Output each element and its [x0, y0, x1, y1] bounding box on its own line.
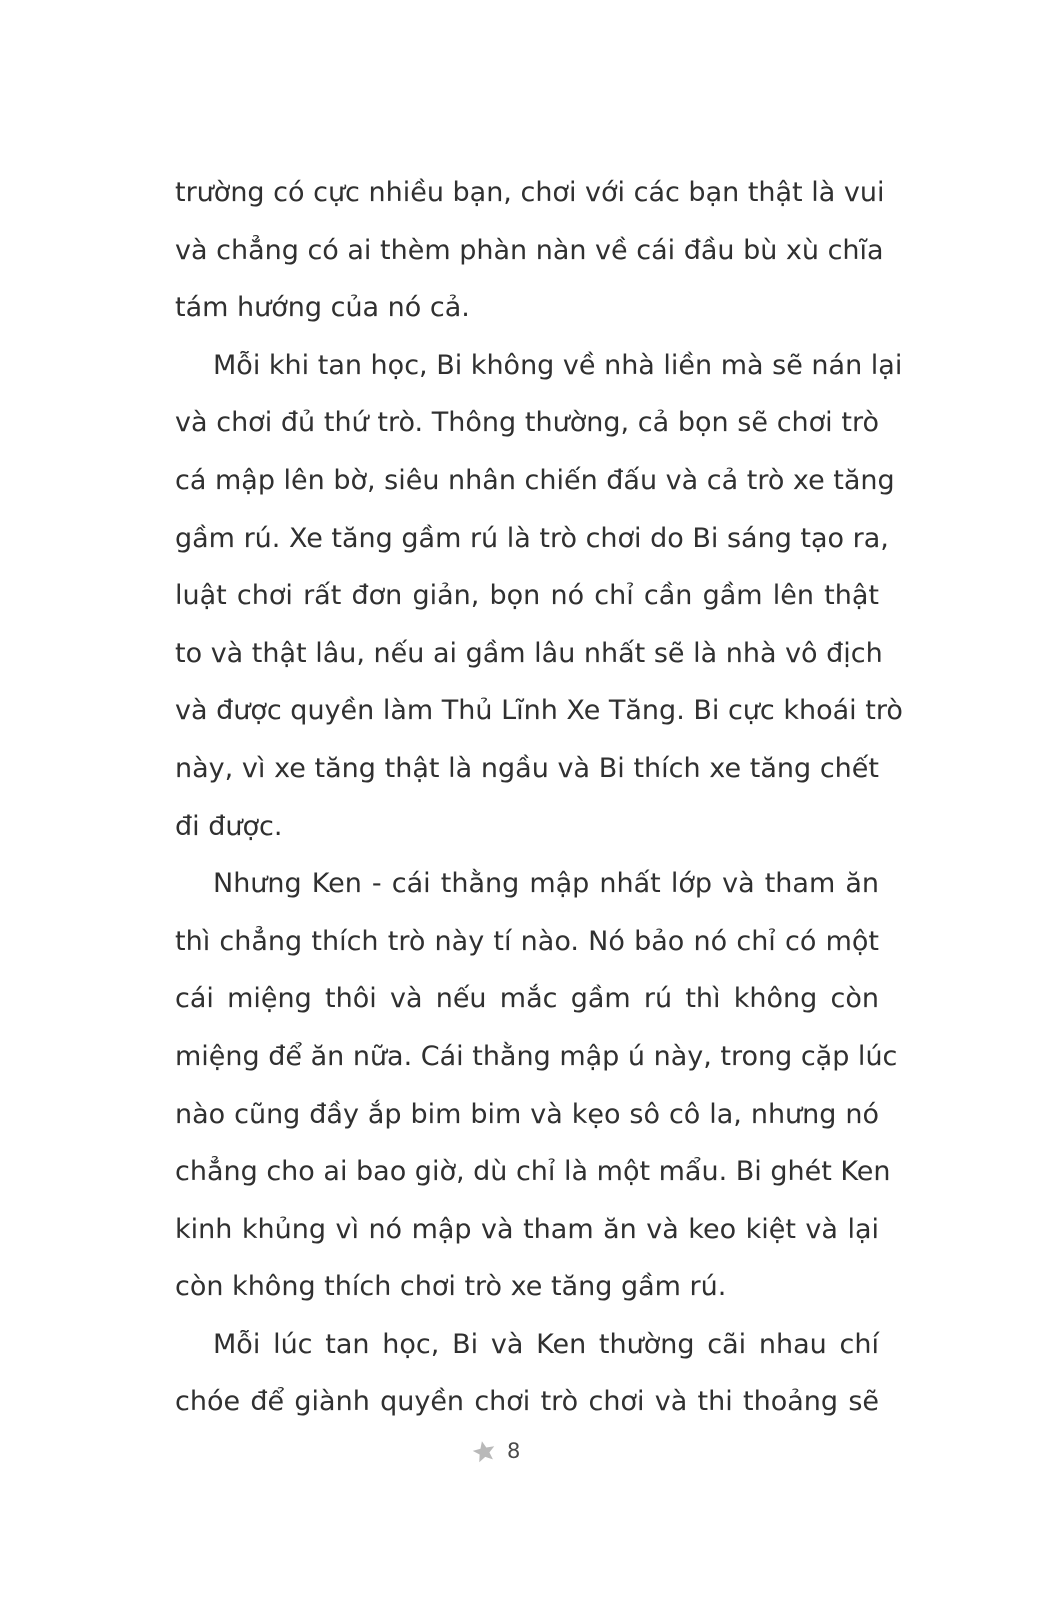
text-line: cái miệng thôi và nếu mắc gầm rú thì không còn — [175, 983, 879, 1015]
page-footer — [471, 1434, 520, 1468]
text-line: này, vì xe tăng thật là ngầu và Bi thích xe tăng chết — [175, 752, 879, 784]
text-line: và chẳng có ai thèm phàn nàn về cái đầu bù xù chĩa — [175, 234, 884, 266]
text-line: thì chẳng thích trò này tí nào. Nó bảo nó chỉ có một — [175, 925, 879, 957]
text-line: chóe để giành quyền chơi trò chơi và thi thoảng sẽ — [175, 1386, 879, 1418]
paragraph-first-line: Nhưng Ken - cái thằng mập nhất lớp và tham ăn — [213, 868, 879, 900]
text-line: to và thật lâu, nếu ai gầm lâu nhất sẽ là nhà vô địch — [175, 637, 883, 669]
text-line: gầm rú. Xe tăng gầm rú là trò chơi do Bi sáng tạo ra, — [175, 522, 889, 554]
paragraph-first-line: Mỗi khi tan học, Bi không về nhà liền mà sẽ nán lại — [213, 349, 903, 381]
paragraph-first-line: Mỗi lúc tan học, Bi và Ken thường cãi nhau chí — [213, 1328, 879, 1360]
text-line: luật chơi rất đơn giản, bọn nó chỉ cần gầm lên thật — [175, 580, 879, 612]
text-line: miệng để ăn nữa. Cái thằng mập ú này, trong cặp lúc — [175, 1040, 898, 1072]
text-line: và chơi đủ thứ trò. Thông thường, cả bọn sẽ chơi trò — [175, 407, 879, 439]
text-line: chẳng cho ai bao giờ, dù chỉ là một mẩu. Bi ghét Ken — [175, 1156, 891, 1188]
star-icon — [471, 1439, 497, 1463]
text-line: đi được. — [175, 810, 283, 842]
text-line: tám hướng của nó cả. — [175, 292, 470, 324]
page-number: 8 — [507, 1439, 521, 1463]
text-line: và được quyền làm Thủ Lĩnh Xe Tăng. Bi cực khoái trò — [175, 695, 903, 727]
text-line: kinh khủng vì nó mập và tham ăn và keo kiệt và lại — [175, 1213, 879, 1245]
text-line: nào cũng đầy ắp bim bim và kẹo sô cô la, nhưng nó — [175, 1098, 879, 1130]
text-line: còn không thích chơi trò xe tăng gầm rú. — [175, 1271, 727, 1303]
text-line: trường có cực nhiều bạn, chơi với các bạn thật là vui — [175, 177, 885, 208]
text-line: cá mập lên bờ, siêu nhân chiến đấu và cả trò xe tăng — [175, 464, 895, 496]
body-text — [175, 164, 903, 1431]
